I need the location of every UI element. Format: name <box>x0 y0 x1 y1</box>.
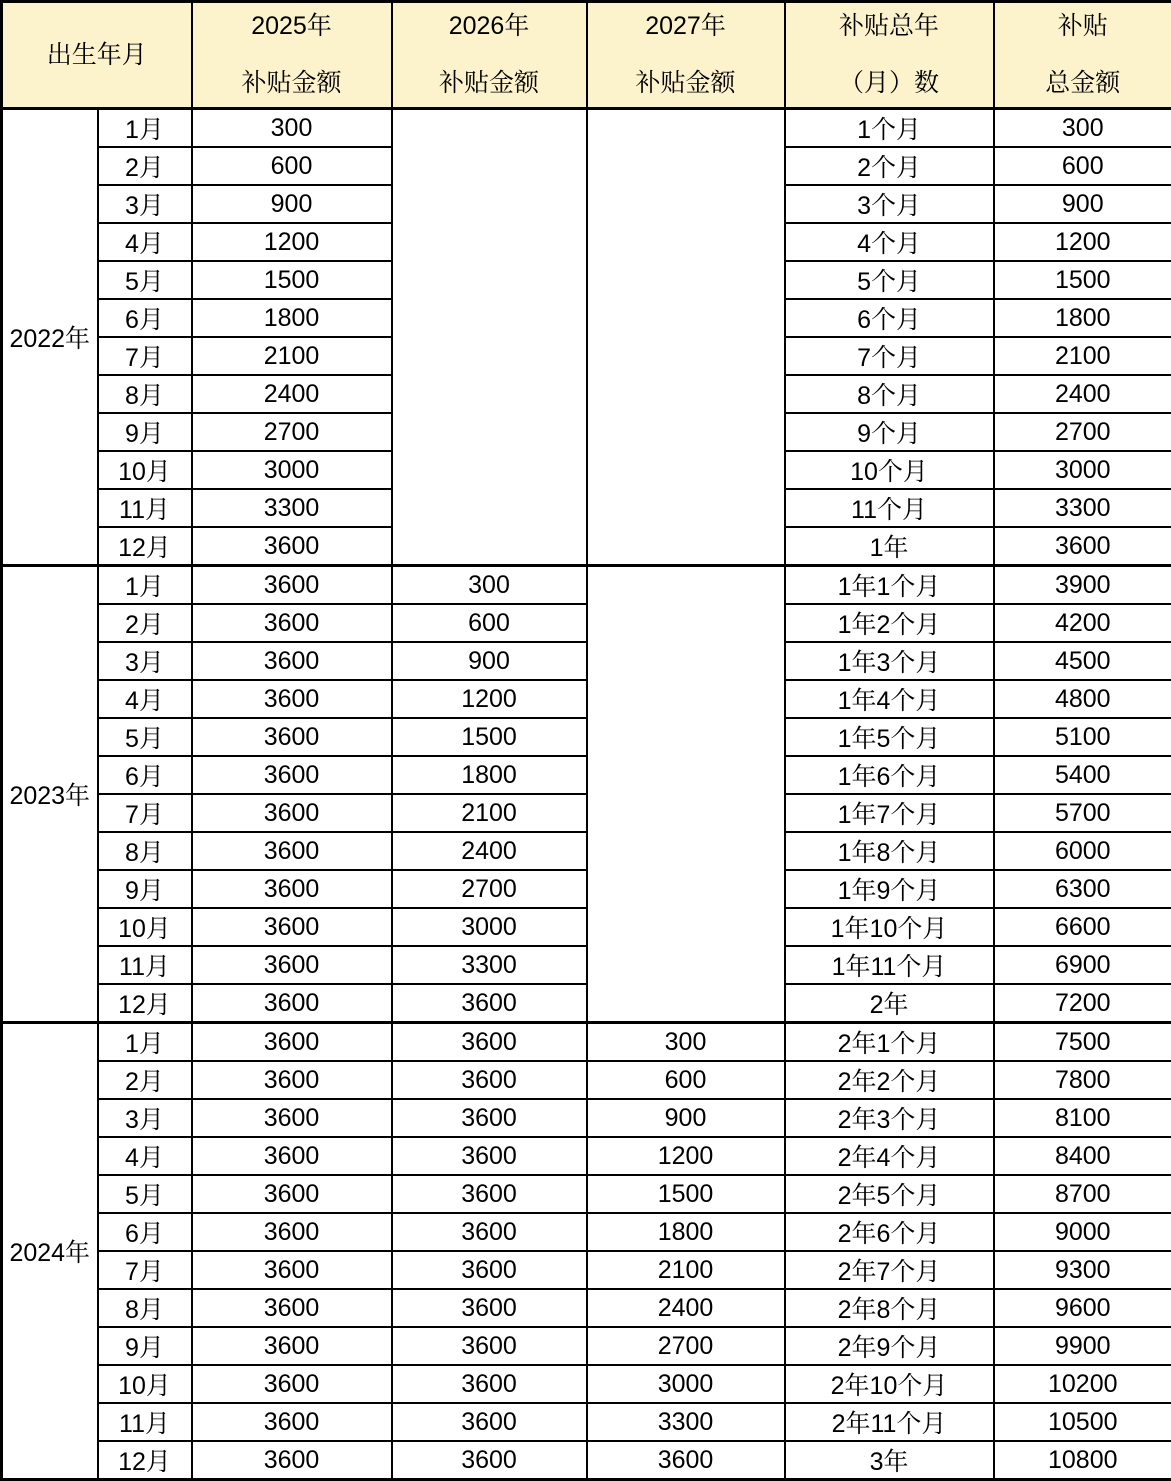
amount-2025-cell: 3600 <box>192 908 392 946</box>
amount-2027-cell: 2100 <box>587 1251 785 1289</box>
amount-2025-cell: 3600 <box>192 527 392 566</box>
amount-2026-cell: 3600 <box>392 1023 587 1062</box>
table-row <box>2 908 1171 946</box>
duration-cell: 2个月 <box>785 147 994 185</box>
total-amount-cell: 8400 <box>994 1137 1171 1175</box>
amount-2026-cell: 3600 <box>392 1213 587 1251</box>
duration-cell: 1年2个月 <box>785 604 994 642</box>
amount-2025-cell: 3600 <box>192 1251 392 1289</box>
table-row <box>2 642 1171 680</box>
total-amount-cell: 3300 <box>994 489 1171 527</box>
month-cell: 3月 <box>98 642 192 680</box>
header-2025-amount <box>192 2 392 109</box>
amount-2026-cell: 3000 <box>392 908 587 946</box>
table-row <box>2 1099 1171 1137</box>
total-amount-cell: 10200 <box>994 1365 1171 1403</box>
total-amount-cell: 5100 <box>994 718 1171 756</box>
duration-cell: 1年6个月 <box>785 756 994 794</box>
table-row <box>2 1213 1171 1251</box>
amount-2025-cell: 3600 <box>192 718 392 756</box>
amount-2026-cell: 3600 <box>392 1403 587 1441</box>
total-amount-cell: 10500 <box>994 1403 1171 1441</box>
total-amount-cell: 2400 <box>994 375 1171 413</box>
header-total-duration <box>785 2 994 109</box>
table-row <box>2 1441 1171 1480</box>
amount-2025-cell: 3600 <box>192 1289 392 1327</box>
total-amount-cell: 7500 <box>994 1023 1171 1062</box>
blank-amount-2027-cell <box>587 109 785 566</box>
table-row <box>2 756 1171 794</box>
total-amount-cell: 6000 <box>994 832 1171 870</box>
table-row <box>2 718 1171 756</box>
duration-cell: 3个月 <box>785 185 994 223</box>
amount-2026-cell: 3600 <box>392 984 587 1023</box>
month-cell: 7月 <box>98 794 192 832</box>
month-cell: 5月 <box>98 718 192 756</box>
amount-2027-cell: 300 <box>587 1023 785 1062</box>
total-amount-cell: 10800 <box>994 1441 1171 1480</box>
total-amount-cell: 8100 <box>994 1099 1171 1137</box>
amount-2025-cell: 3600 <box>192 870 392 908</box>
header-row <box>2 2 1171 109</box>
amount-2027-cell: 600 <box>587 1061 785 1099</box>
amount-2025-cell: 1200 <box>192 223 392 261</box>
header-2025-line1: 2025年 <box>251 14 332 39</box>
header-2026-line2: 补贴金额 <box>439 71 539 96</box>
amount-2025-cell: 600 <box>192 147 392 185</box>
amount-2025-cell: 900 <box>192 185 392 223</box>
month-cell: 11月 <box>98 946 192 984</box>
amount-2025-cell: 3600 <box>192 1365 392 1403</box>
amount-2026-cell: 3600 <box>392 1137 587 1175</box>
total-amount-cell: 3600 <box>994 527 1171 566</box>
amount-2026-cell: 3600 <box>392 1251 587 1289</box>
duration-cell: 1年 <box>785 527 994 566</box>
amount-2026-cell: 900 <box>392 642 587 680</box>
total-amount-cell: 2100 <box>994 337 1171 375</box>
amount-2026-cell: 300 <box>392 566 587 605</box>
duration-cell: 2年11个月 <box>785 1403 994 1441</box>
year-cell: 2024年 <box>2 1023 98 1480</box>
duration-cell: 2年 <box>785 984 994 1023</box>
amount-2027-cell: 2400 <box>587 1289 785 1327</box>
amount-2025-cell: 3600 <box>192 1023 392 1062</box>
amount-2026-cell: 3300 <box>392 946 587 984</box>
amount-2025-cell: 3600 <box>192 984 392 1023</box>
duration-cell: 2年8个月 <box>785 1289 994 1327</box>
month-cell: 10月 <box>98 908 192 946</box>
header-total-duration-line1: 补贴总年 <box>839 14 939 39</box>
amount-2025-cell: 3000 <box>192 451 392 489</box>
table-row <box>2 832 1171 870</box>
duration-cell: 1年7个月 <box>785 794 994 832</box>
total-amount-cell: 3900 <box>994 566 1171 605</box>
duration-cell: 6个月 <box>785 299 994 337</box>
table-row <box>2 1137 1171 1175</box>
amount-2027-cell: 2700 <box>587 1327 785 1365</box>
amount-2025-cell: 2700 <box>192 413 392 451</box>
month-cell: 3月 <box>98 185 192 223</box>
total-amount-cell: 6300 <box>994 870 1171 908</box>
amount-2025-cell: 3600 <box>192 604 392 642</box>
header-birth-date-label: 出生年月 <box>3 43 191 68</box>
table-row <box>2 566 1171 605</box>
table-row <box>2 680 1171 718</box>
duration-cell: 1年9个月 <box>785 870 994 908</box>
total-amount-cell: 6600 <box>994 908 1171 946</box>
header-birth-date <box>2 2 192 109</box>
table-row <box>2 1403 1171 1441</box>
duration-cell: 1年3个月 <box>785 642 994 680</box>
table-row <box>2 1289 1171 1327</box>
table-row <box>2 604 1171 642</box>
month-cell: 3月 <box>98 1099 192 1137</box>
total-amount-cell: 7800 <box>994 1061 1171 1099</box>
amount-2026-cell: 2100 <box>392 794 587 832</box>
month-cell: 1月 <box>98 109 192 148</box>
duration-cell: 2年1个月 <box>785 1023 994 1062</box>
month-cell: 9月 <box>98 870 192 908</box>
duration-cell: 2年6个月 <box>785 1213 994 1251</box>
amount-2025-cell: 3600 <box>192 794 392 832</box>
total-amount-cell: 8700 <box>994 1175 1171 1213</box>
header-total-amount-line2: 总金额 <box>1045 71 1120 96</box>
duration-cell: 8个月 <box>785 375 994 413</box>
table-body <box>2 109 1171 1480</box>
total-amount-cell: 9000 <box>994 1213 1171 1251</box>
table-row <box>2 1023 1171 1062</box>
amount-2026-cell: 3600 <box>392 1365 587 1403</box>
amount-2026-cell: 1500 <box>392 718 587 756</box>
amount-2026-cell: 2400 <box>392 832 587 870</box>
month-cell: 5月 <box>98 261 192 299</box>
month-cell: 11月 <box>98 489 192 527</box>
blank-amount-2026-cell <box>392 109 587 566</box>
header-total-amount <box>994 2 1171 109</box>
month-cell: 2月 <box>98 604 192 642</box>
duration-cell: 2年5个月 <box>785 1175 994 1213</box>
amount-2025-cell: 300 <box>192 109 392 148</box>
total-amount-cell: 7200 <box>994 984 1171 1023</box>
header-2025-line2: 补贴金额 <box>242 71 342 96</box>
amount-2025-cell: 3600 <box>192 566 392 605</box>
total-amount-cell: 3000 <box>994 451 1171 489</box>
month-cell: 4月 <box>98 223 192 261</box>
total-amount-cell: 1200 <box>994 223 1171 261</box>
table-row <box>2 1061 1171 1099</box>
month-cell: 9月 <box>98 413 192 451</box>
amount-2025-cell: 2400 <box>192 375 392 413</box>
total-amount-cell: 9900 <box>994 1327 1171 1365</box>
total-amount-cell: 5700 <box>994 794 1171 832</box>
amount-2027-cell: 3000 <box>587 1365 785 1403</box>
amount-2026-cell: 2700 <box>392 870 587 908</box>
table-row <box>2 984 1171 1023</box>
total-amount-cell: 5400 <box>994 756 1171 794</box>
duration-cell: 10个月 <box>785 451 994 489</box>
month-cell: 11月 <box>98 1403 192 1441</box>
month-cell: 7月 <box>98 1251 192 1289</box>
duration-cell: 2年4个月 <box>785 1137 994 1175</box>
duration-cell: 1年4个月 <box>785 680 994 718</box>
amount-2026-cell: 3600 <box>392 1327 587 1365</box>
table-row <box>2 946 1171 984</box>
duration-cell: 9个月 <box>785 413 994 451</box>
amount-2025-cell: 1500 <box>192 261 392 299</box>
year-cell: 2023年 <box>2 566 98 1023</box>
month-cell: 8月 <box>98 832 192 870</box>
month-cell: 2月 <box>98 147 192 185</box>
amount-2027-cell: 1800 <box>587 1213 785 1251</box>
amount-2025-cell: 3300 <box>192 489 392 527</box>
duration-cell: 1年5个月 <box>785 718 994 756</box>
amount-2025-cell: 3600 <box>192 1175 392 1213</box>
total-amount-cell: 1500 <box>994 261 1171 299</box>
duration-cell: 1年10个月 <box>785 908 994 946</box>
total-amount-cell: 9300 <box>994 1251 1171 1289</box>
table-row <box>2 1251 1171 1289</box>
duration-cell: 1年8个月 <box>785 832 994 870</box>
header-2027-amount <box>587 2 785 109</box>
header-total-duration-line2: （月）数 <box>839 71 939 96</box>
amount-2025-cell: 3600 <box>192 832 392 870</box>
table-row <box>2 109 1171 148</box>
header-2026-line1: 2026年 <box>449 14 530 39</box>
amount-2025-cell: 3600 <box>192 1061 392 1099</box>
amount-2026-cell: 3600 <box>392 1061 587 1099</box>
amount-2026-cell: 1200 <box>392 680 587 718</box>
month-cell: 6月 <box>98 299 192 337</box>
duration-cell: 1年11个月 <box>785 946 994 984</box>
total-amount-cell: 4500 <box>994 642 1171 680</box>
duration-cell: 2年9个月 <box>785 1327 994 1365</box>
amount-2025-cell: 1800 <box>192 299 392 337</box>
amount-2026-cell: 1800 <box>392 756 587 794</box>
amount-2025-cell: 2100 <box>192 337 392 375</box>
amount-2025-cell: 3600 <box>192 1099 392 1137</box>
amount-2026-cell: 3600 <box>392 1099 587 1137</box>
table-row <box>2 1365 1171 1403</box>
month-cell: 1月 <box>98 566 192 605</box>
amount-2025-cell: 3600 <box>192 756 392 794</box>
month-cell: 4月 <box>98 1137 192 1175</box>
total-amount-cell: 600 <box>994 147 1171 185</box>
month-cell: 8月 <box>98 1289 192 1327</box>
amount-2025-cell: 3600 <box>192 1403 392 1441</box>
total-amount-cell: 300 <box>994 109 1171 148</box>
month-cell: 7月 <box>98 337 192 375</box>
month-cell: 6月 <box>98 1213 192 1251</box>
total-amount-cell: 1800 <box>994 299 1171 337</box>
month-cell: 1月 <box>98 1023 192 1062</box>
amount-2027-cell: 1500 <box>587 1175 785 1213</box>
month-cell: 2月 <box>98 1061 192 1099</box>
amount-2027-cell: 1200 <box>587 1137 785 1175</box>
table-row <box>2 1327 1171 1365</box>
table-row <box>2 794 1171 832</box>
amount-2027-cell: 3600 <box>587 1441 785 1480</box>
duration-cell: 2年2个月 <box>785 1061 994 1099</box>
month-cell: 6月 <box>98 756 192 794</box>
month-cell: 8月 <box>98 375 192 413</box>
amount-2025-cell: 3600 <box>192 1441 392 1480</box>
month-cell: 10月 <box>98 451 192 489</box>
month-cell: 12月 <box>98 984 192 1023</box>
year-cell: 2022年 <box>2 109 98 566</box>
amount-2025-cell: 3600 <box>192 1213 392 1251</box>
header-2027-line2: 补贴金额 <box>636 71 736 96</box>
month-cell: 12月 <box>98 527 192 566</box>
duration-cell: 5个月 <box>785 261 994 299</box>
header-total-amount-line1: 补贴 <box>1058 14 1108 39</box>
month-cell: 5月 <box>98 1175 192 1213</box>
amount-2025-cell: 3600 <box>192 680 392 718</box>
duration-cell: 7个月 <box>785 337 994 375</box>
duration-cell: 4个月 <box>785 223 994 261</box>
duration-cell: 1年1个月 <box>785 566 994 605</box>
table-header <box>2 2 1171 109</box>
amount-2026-cell: 3600 <box>392 1289 587 1327</box>
total-amount-cell: 900 <box>994 185 1171 223</box>
month-cell: 4月 <box>98 680 192 718</box>
duration-cell: 2年7个月 <box>785 1251 994 1289</box>
total-amount-cell: 4800 <box>994 680 1171 718</box>
blank-amount-2027-cell <box>587 566 785 1023</box>
amount-2025-cell: 3600 <box>192 946 392 984</box>
total-amount-cell: 9600 <box>994 1289 1171 1327</box>
table-row <box>2 1175 1171 1213</box>
header-2026-amount <box>392 2 587 109</box>
amount-2026-cell: 600 <box>392 604 587 642</box>
amount-2026-cell: 3600 <box>392 1175 587 1213</box>
total-amount-cell: 2700 <box>994 413 1171 451</box>
amount-2025-cell: 3600 <box>192 1137 392 1175</box>
duration-cell: 11个月 <box>785 489 994 527</box>
header-2027-line1: 2027年 <box>645 14 726 39</box>
amount-2026-cell: 3600 <box>392 1441 587 1480</box>
table-row <box>2 870 1171 908</box>
amount-2027-cell: 900 <box>587 1099 785 1137</box>
duration-cell: 1个月 <box>785 109 994 148</box>
duration-cell: 2年10个月 <box>785 1365 994 1403</box>
total-amount-cell: 6900 <box>994 946 1171 984</box>
amount-2027-cell: 3300 <box>587 1403 785 1441</box>
amount-2025-cell: 3600 <box>192 642 392 680</box>
amount-2025-cell: 3600 <box>192 1327 392 1365</box>
month-cell: 10月 <box>98 1365 192 1403</box>
duration-cell: 2年3个月 <box>785 1099 994 1137</box>
month-cell: 12月 <box>98 1441 192 1480</box>
month-cell: 9月 <box>98 1327 192 1365</box>
total-amount-cell: 4200 <box>994 604 1171 642</box>
duration-cell: 3年 <box>785 1441 994 1480</box>
